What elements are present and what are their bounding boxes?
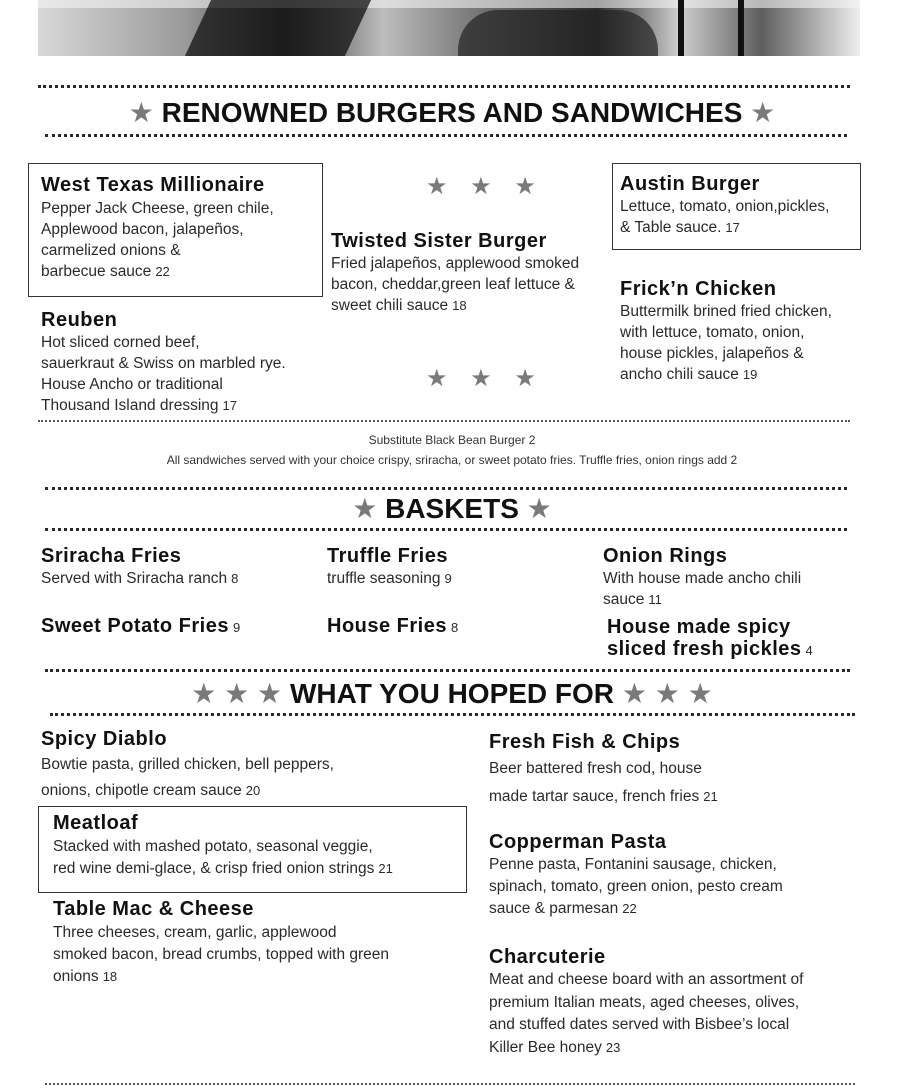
section-title-burgers: ★ RENOWNED BURGERS AND SANDWICHES ★ [128, 97, 776, 128]
divider [50, 713, 855, 716]
menu-item-spicy-diablo: Spicy Diablo Bowtie pasta, grilled chicken, bell peppers, onions, chipotle cream sauce 20 [41, 728, 334, 799]
header-photo [38, 0, 860, 56]
menu-item-sriracha-fries: Sriracha Fries Served with Sriracha ranch 8 [41, 545, 239, 587]
menu-item-sweet-potato-fries: Sweet Potato Fries 9 [41, 615, 241, 637]
menu-item-reuben: Reuben Hot sliced corned beef, sauerkraut & Swiss on marbled rye. House Ancho or traditional Thousand Island dressing 17 [41, 309, 286, 414]
substitute-note: Substitute Black Bean Burger 2 [368, 433, 536, 447]
divider [38, 420, 850, 422]
divider [45, 669, 850, 672]
menu-item-truffle-fries: Truffle Fries truffle seasoning 9 [327, 545, 452, 587]
menu-item-copperman-pasta: Copperman Pasta Penne pasta, Fontanini sausage, chicken, spinach, tomato, green onion, pesto cream sauce & parmesan 22 [489, 831, 783, 917]
menu-item-frickn-chicken: Frick’n Chicken Buttermilk brined fried chicken, with lettuce, tomato, onion, house pickles, jalapeños & ancho chili sauce 19 [620, 278, 832, 383]
star-icon: ★ [352, 493, 378, 524]
menu-item-onion-rings: Onion Rings With house made ancho chili sauce 11 [603, 545, 802, 608]
menu-item-table-mac-cheese: Table Mac & Cheese Three cheeses, cream, garlic, applewood smoked bacon, bread crumbs, topped with green onions 18 [53, 898, 390, 985]
section-title-hoped: ★ ★ ★ WHAT YOU HOPED FOR ★ ★ ★ [191, 678, 713, 709]
menu-item-austin-burger: Austin Burger Lettuce, tomato, onion,pickles, & Table sauce. 17 [620, 173, 830, 236]
star-icon: ★ ★ ★ [191, 678, 283, 709]
star-icon: ★ [750, 97, 776, 128]
star-decoration: ★ ★ ★ [426, 365, 544, 392]
menu-item-fish-chips: Fresh Fish & Chips Beer battered fresh cod, house made tartar sauce, french fries 21 [489, 731, 718, 805]
menu-item-house-pickles: House made spicy sliced fresh pickles 4 [607, 616, 813, 660]
menu-item-house-fries: House Fries 8 [327, 615, 459, 637]
divider [38, 85, 850, 88]
divider [45, 1083, 855, 1085]
divider [45, 134, 847, 137]
menu-item-charcuterie: Charcuterie Meat and cheese board with an assortment of premium Italian meats, aged cheeses, olives, and stuffed dates served with Bisbee’s local Killer Bee honey 23 [489, 946, 804, 1056]
section-title-baskets: ★ BASKETS ★ [352, 493, 552, 524]
menu-item-twisted-sister: Twisted Sister Burger Fried jalapeños, applewood smoked bacon, cheddar,green leaf lettuce & sweet chili sauce 18 [331, 230, 580, 314]
divider [45, 487, 847, 490]
divider [45, 528, 847, 531]
menu-item-meatloaf: Meatloaf Stacked with mashed potato, seasonal veggie, red wine demi-glace, & crisp fried onion strings 21 [53, 812, 393, 877]
star-decoration: ★ ★ ★ [426, 173, 544, 200]
star-icon: ★ [526, 493, 552, 524]
menu-item-west-texas: West Texas Millionaire Pepper Jack Cheese, green chile, Applewood bacon, jalapeños, carmelized onions & barbecue sauce 22 [41, 174, 274, 280]
star-icon: ★ [128, 97, 154, 128]
sides-note: All sandwiches served with your choice crispy, sriracha, or sweet potato fries. Truffle fries, onion rings add 2 [166, 453, 738, 467]
star-icon: ★ ★ ★ [621, 678, 713, 709]
